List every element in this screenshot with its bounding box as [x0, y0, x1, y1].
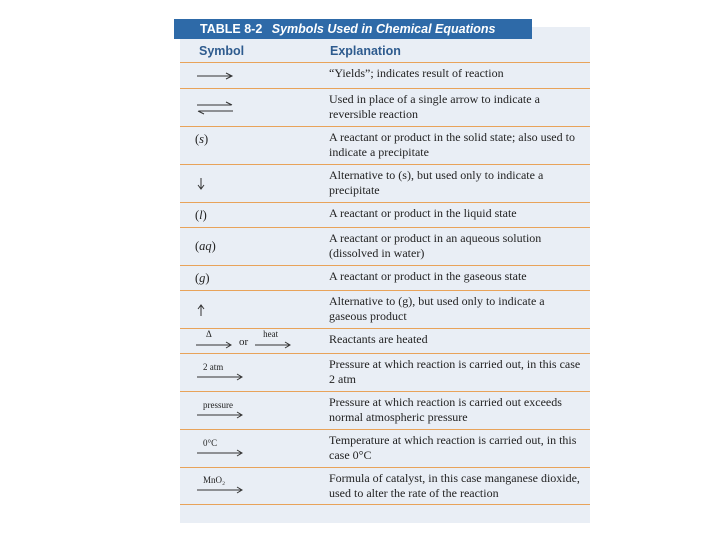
- table-row: [180, 391, 590, 429]
- symbol-cell: [195, 89, 315, 126]
- reversible-arrows-icon: [195, 101, 235, 115]
- explanation-cell: Pressure at which reaction is carried out, in this case 2 atm: [329, 357, 581, 386]
- table-row: [180, 202, 590, 227]
- table-row: [180, 164, 590, 202]
- table-header: [180, 40, 590, 62]
- table-body: [180, 62, 590, 505]
- explanation-cell: Pressure at which reaction is carried out exceeds normal atmospheric pressure: [329, 395, 562, 424]
- symbol-cell: [195, 228, 315, 265]
- labeled-arrow-icon: [195, 361, 255, 385]
- explanation-cell: Used in place of a single arrow to indicate a reversible reaction: [329, 92, 540, 121]
- down-arrow-icon: [195, 177, 207, 191]
- explanation-cell: Formula of catalyst, in this case manganese dioxide, used to alter the rate of the reaction: [329, 471, 580, 500]
- aqueous-state-symbol: (aq): [195, 239, 216, 253]
- delta-label: Δ: [206, 329, 212, 339]
- symbol-cell: [195, 203, 315, 227]
- explanation-cell: “Yields”; indicates result of reaction: [329, 66, 504, 80]
- table-row: [180, 353, 590, 391]
- table-row: [180, 88, 590, 126]
- table-row: [180, 290, 590, 328]
- explanation-cell: Alternative to (s), but used only to indicate a precipitate: [329, 168, 544, 197]
- explanation-cell: A reactant or product in the solid state; also used to indicate a precipitate: [329, 130, 575, 159]
- symbol-cell: [195, 468, 315, 504]
- arrow-label: MnO₂: [203, 475, 226, 485]
- solid-state-symbol: (s): [195, 132, 209, 146]
- heat-arrow: [254, 331, 292, 351]
- table-row: [180, 126, 590, 164]
- symbol-cell: [195, 266, 315, 290]
- explanation-cell: Alternative to (g), but used only to indicate a gaseous product: [329, 294, 545, 323]
- explanation-cell: Reactants are heated: [329, 332, 428, 346]
- explanation-cell: A reactant or product in the gaseous state: [329, 269, 527, 283]
- liquid-state-symbol: (l): [195, 207, 207, 222]
- symbol-cell: [195, 63, 315, 88]
- symbol-cell: [195, 291, 315, 328]
- arrow-label: 0°C: [203, 437, 218, 448]
- explanation-cell: Temperature at which reaction is carried out, in this case 0°C: [329, 433, 577, 462]
- arrow-label: pressure: [203, 399, 233, 410]
- arrow-label: 2 atm: [203, 361, 224, 372]
- symbol-cell: [195, 127, 315, 164]
- heat-label: heat: [263, 329, 279, 339]
- or-label: or: [239, 336, 249, 348]
- table-row: [180, 227, 590, 265]
- table-title: Symbols Used in Chemical Equations: [271, 22, 496, 36]
- delta-arrow: [195, 331, 233, 351]
- header-symbol: Symbol: [199, 44, 245, 58]
- header-explanation: Explanation: [330, 44, 401, 58]
- table-row: [180, 265, 590, 290]
- gaseous-state-symbol: (g): [195, 270, 210, 285]
- table-row: [180, 62, 590, 88]
- labeled-arrow-icon: [195, 474, 255, 498]
- explanation-cell: A reactant or product in an aqueous solution (dissolved in water): [329, 231, 542, 260]
- explanation-cell: A reactant or product in the liquid state: [329, 206, 517, 220]
- symbol-cell: [195, 165, 315, 202]
- symbol-cell: [195, 430, 315, 467]
- labeled-arrow-icon: [195, 437, 255, 461]
- yields-arrow-icon: [195, 71, 235, 81]
- table-row: [180, 467, 590, 505]
- up-arrow-icon: [195, 303, 207, 317]
- labeled-arrow-icon: [195, 399, 255, 423]
- symbol-cell: [195, 329, 315, 353]
- table-row: [180, 328, 590, 353]
- heat-arrow-icon: [195, 331, 292, 351]
- table-row: [180, 429, 590, 467]
- symbol-cell: [195, 354, 315, 391]
- symbol-cell: [195, 392, 315, 429]
- table-number: TABLE 8-2: [200, 22, 263, 36]
- table-title-bar: [174, 19, 532, 39]
